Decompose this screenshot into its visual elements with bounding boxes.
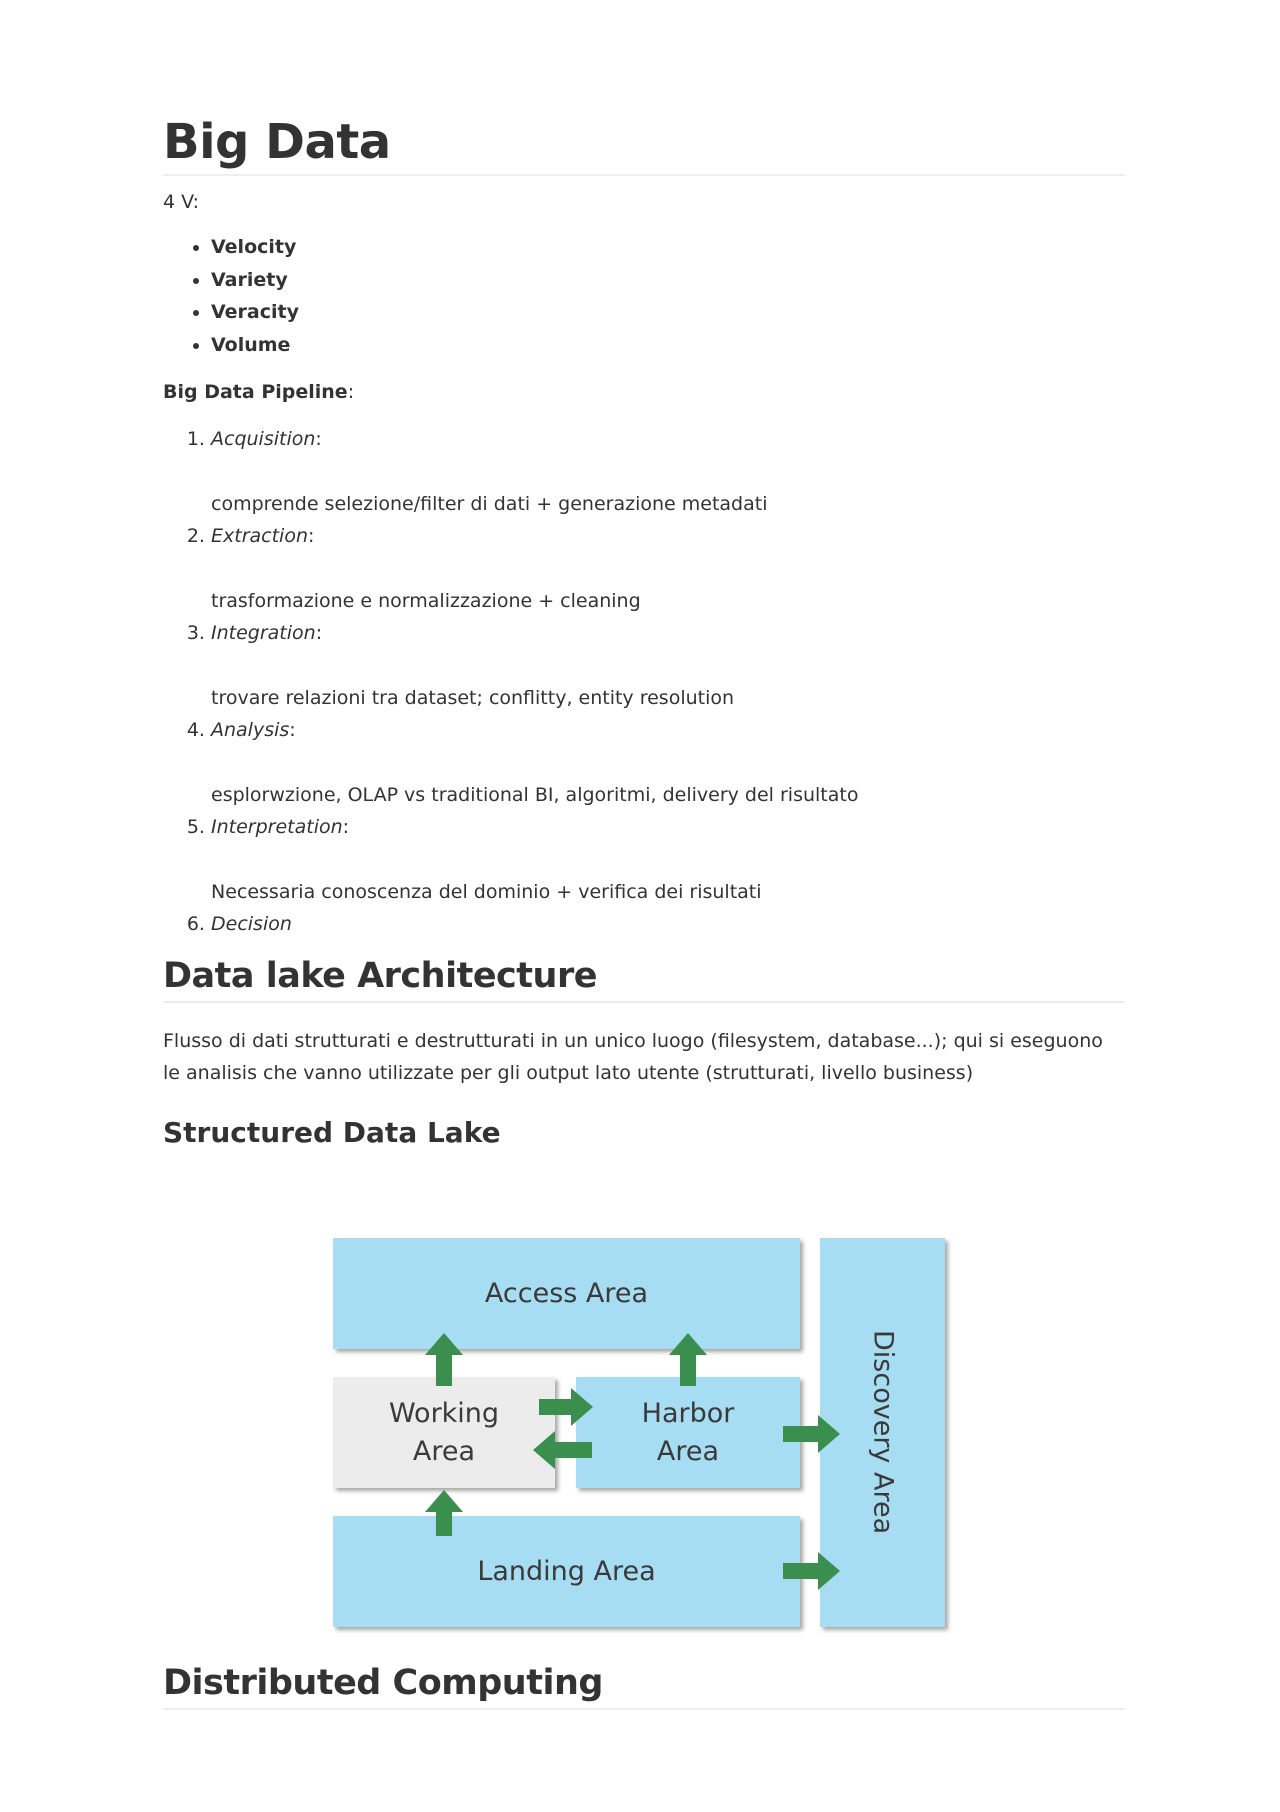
list-item: • Veracity: [211, 296, 1125, 329]
arrow-right-icon: [539, 1388, 593, 1426]
pipeline-description: esplorwzione, OLAP vs traditional BI, algoritmi, delivery del risultato: [211, 783, 859, 806]
harbor-area-label-line2: Area: [656, 1435, 720, 1467]
data-lake-paragraph: Flusso di dati strutturati e destrutturati in un unico luogo (filesystem, database...); qui si eseguono le analisis che vanno utilizzate per gli output lato utente (strutturati, livello business): [163, 1029, 1103, 1084]
document-content: [163, 110, 1125, 1153]
harbor-area-label-line1: Harbor: [641, 1397, 735, 1429]
pipeline-colon: :: [315, 428, 322, 450]
list-item: • Volume: [211, 329, 1125, 362]
arrow-right-icon: [783, 1552, 840, 1590]
pipeline-stage: Integration: [211, 622, 316, 644]
pipeline-colon: :: [308, 525, 315, 547]
pipeline-colon: :: [289, 719, 296, 741]
data-lake-diagram: [333, 1238, 953, 1632]
pipeline-stage: Extraction: [211, 525, 308, 547]
heading-structured-data-lake: Structured Data Lake: [163, 1115, 501, 1149]
arrow-up-icon: [425, 1490, 463, 1536]
pipeline-stage: Decision: [211, 913, 292, 935]
arrow-up-icon: [425, 1333, 463, 1386]
pipeline-stage: Interpretation: [211, 816, 343, 838]
arrow-right-icon: [783, 1415, 840, 1453]
pipeline-stage: Acquisition: [211, 428, 316, 450]
heading-distributed-computing: Distributed Computing: [163, 1658, 1125, 1710]
list-item: [211, 714, 1125, 811]
arrow-left-icon: [533, 1431, 592, 1469]
list-item: [211, 908, 1125, 941]
pipeline-label-colon: :: [347, 381, 355, 403]
discovery-area-label: Discovery Area: [867, 1330, 899, 1535]
working-area-label-line1: Working: [388, 1397, 500, 1429]
pipeline-description: Necessaria conoscenza del dominio + verifica dei risultati: [211, 880, 762, 903]
diagram-arrows: [333, 1238, 953, 1632]
pipeline-label: [163, 376, 1125, 408]
pipeline-description: comprende selezione/filter di dati + generazione metadati: [211, 492, 768, 515]
pipeline-label-bold: Big Data Pipeline: [163, 381, 348, 403]
list-item: [211, 520, 1125, 617]
pipeline-description: trovare relazioni tra dataset; conflitty, entity resolution: [211, 686, 735, 709]
list-item: [211, 423, 1125, 520]
four-v-list: [163, 231, 1125, 361]
arrow-up-icon: [669, 1333, 707, 1386]
heading-big-data: Big Data: [163, 110, 1125, 176]
pipeline-colon: :: [342, 816, 350, 838]
access-area-label: Access Area: [484, 1277, 649, 1309]
pipeline-list: [163, 423, 1125, 941]
list-item: • Variety: [211, 264, 1125, 297]
list-item: [211, 811, 1125, 908]
pipeline-description: trasformazione e normalizzazione + cleaning: [211, 589, 641, 612]
landing-area-label: Landing Area: [477, 1555, 656, 1587]
working-area-label-line2: Area: [412, 1435, 476, 1467]
list-item: • Velocity: [211, 231, 1125, 264]
four-v-label: 4 V:: [163, 191, 199, 213]
heading-data-lake: Data lake Architecture: [163, 951, 1125, 1003]
pipeline-colon: :: [315, 622, 323, 644]
pipeline-stage: Analysis: [211, 719, 290, 741]
list-item: [211, 617, 1125, 714]
